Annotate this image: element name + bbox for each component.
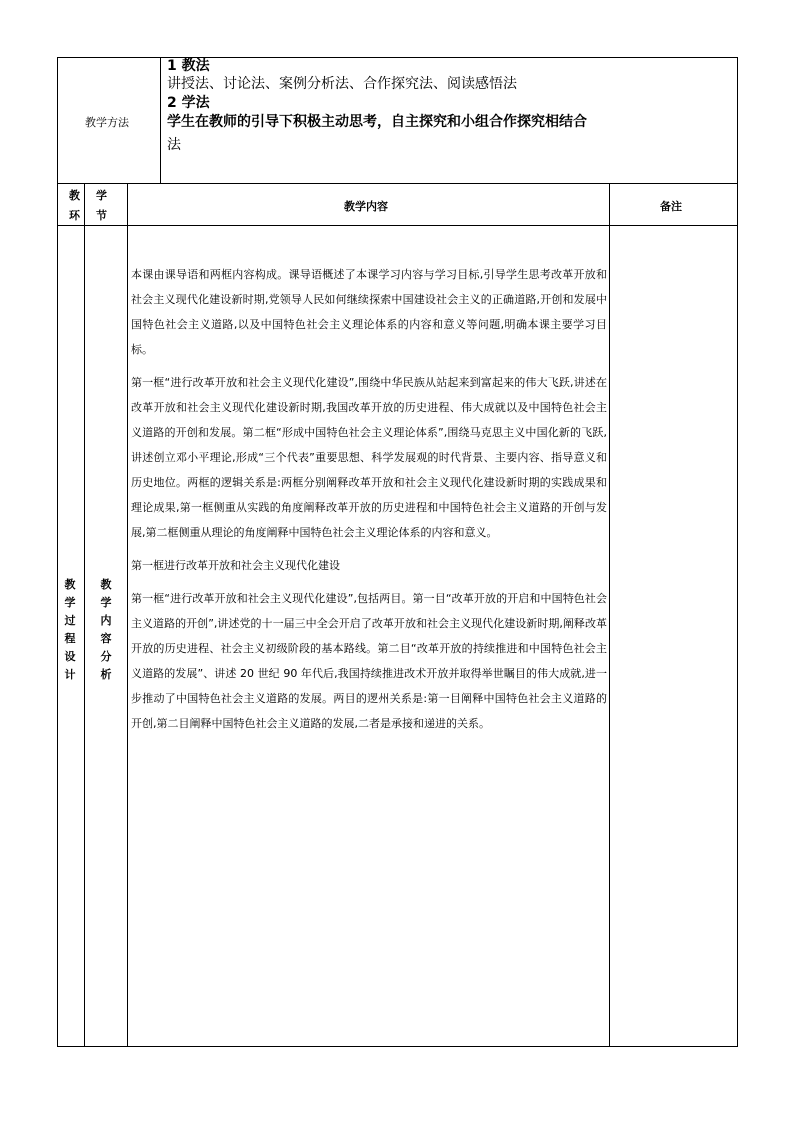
content-analysis-label: 教 学 内 容 分 析 [100, 578, 112, 681]
header-col1-bottom: 环 [69, 209, 80, 222]
content-paragraph: 本课由课导语和两框内容构成。课导语概述了本课学习内容与学习目标,引导学生思考改革开放和社会主义现代化建设新时期,党领导人民如何继续探索中国建设社会主义的正确道路,开创和发展中国特色社会主义道路,以及中国特色社会主义理论体系的内容和意义等问题,明确本课主要学习目标。 [131, 268, 607, 356]
col2-divider [127, 183, 128, 1047]
method-divider [160, 57, 161, 184]
header-col2-top: 学 [96, 189, 107, 202]
header-remarks-title: 备注 [660, 200, 682, 213]
teaching-content [131, 262, 607, 744]
process-design-label: 教 学 过 程 设 计 [64, 578, 76, 681]
teach-method-body: 讲授法、讨论法、案例分析法、合作探究法、阅读感悟法 [167, 76, 517, 92]
table-bottom-border [57, 1046, 738, 1047]
table-left-border [57, 57, 58, 1047]
col3-divider [609, 183, 610, 1047]
content-paragraph: 第一框进行改革开放和社会主义现代化建设 [131, 559, 340, 572]
teach-method-heading: 1 教法 [167, 58, 210, 74]
method-content [167, 58, 727, 156]
header-content-title: 教学内容 [344, 200, 388, 213]
header-row-bottom-border [57, 225, 738, 226]
col1-divider [84, 183, 85, 1047]
learn-method-body-cont: 法 [167, 137, 181, 153]
header-col1-top: 教 [69, 189, 80, 202]
header-col2-bottom: 节 [96, 209, 107, 222]
content-paragraph: 第一框“进行改革开放和社会主义现代化建设”,包括两目。第一目“改革开放的开启和中国特色社会主义道路的开创”,讲述党的十一届三中全会开启了改革开放和社会主义现代化建设新时期,阐释改革开放的历史进程、社会主义初级阶段的基本路线。第二目“改革开放的持续推进和中国特色社会主义道路的发展”、讲述 20 世纪 90 年代后,我国持续推进改术开放并取得举世瞩目的伟大成就,进一步推动了中国特色社会主义道路的发展。两目的逻州关系是:第一目阐释中国特色社会主义道路的开创,第二目阐释中国特色社会主义道路的发展,二者是承接和递进的关系。 [131, 592, 607, 730]
method-label: 教学方法 [85, 116, 129, 129]
content-paragraph: 第一框“进行改革开放和社会主义现代化建设”,围绕中华民族从站起来到富起来的伟大飞跃,讲述在改革开放和社会主义现代化建设新时期,我国改革开放的历史进程、伟大成就以及中国特色社会主义道路的开创和发展。第二框“形成中国特色社会主义理论体系”,围绕马克思主义中国化新的飞跃,讲述创立邓小平理论,形成“三个代表”重要思想、科学发展观的时代背景、主要内容、指导意义和历史地位。两框的逻辑关系是:两框分别阐释改革开放和社会主义现代化建设新时期的实践成果和理论成果,第一框侧重从实践的角度阐释改革开放的历史进程和中国特色社会主义道路的开创与发展,第二框侧重从理论的角度阐释中国特色社会主义理论体系的内容和意义。 [131, 376, 607, 539]
learn-method-heading: 2 学法 [167, 95, 210, 111]
learn-method-body: 学生在教师的引导下积极主动思考，自主探究和小组合作探究相结合 [167, 114, 587, 130]
table-right-border [737, 57, 738, 1047]
